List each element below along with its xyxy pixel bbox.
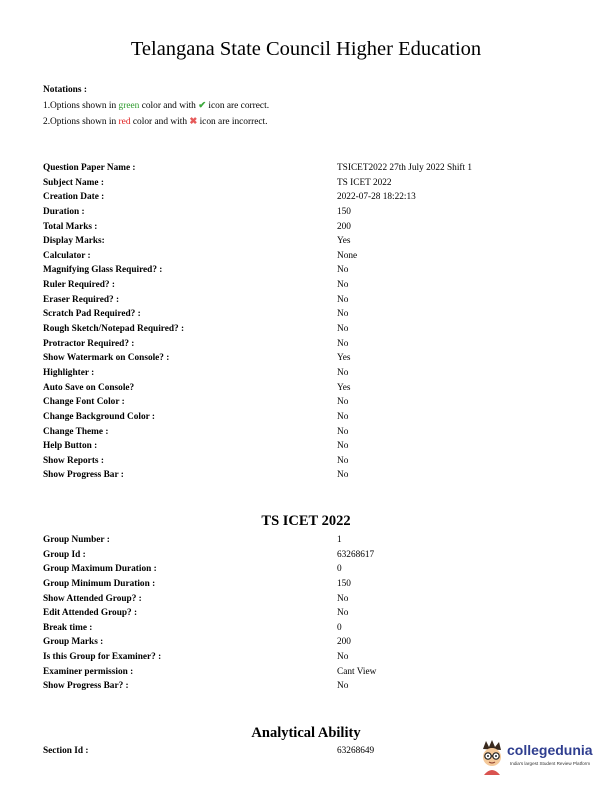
info-row xyxy=(43,439,563,454)
field-value: No xyxy=(337,309,349,320)
field-value: 150 xyxy=(337,206,351,217)
collegedunia-logo xyxy=(477,737,605,777)
field-value: 63268649 xyxy=(337,746,375,756)
field-value: No xyxy=(337,470,349,481)
field-value: 63268617 xyxy=(337,549,375,560)
field-value: No xyxy=(337,652,349,663)
info-row xyxy=(43,533,563,548)
field-label: Group Minimum Duration : xyxy=(43,578,156,589)
field-label: Question Paper Name : xyxy=(43,163,136,173)
field-label: Examiner permission : xyxy=(43,666,134,677)
info-row xyxy=(43,322,563,337)
field-value: No xyxy=(337,681,349,692)
field-value: No xyxy=(337,265,349,276)
field-value: No xyxy=(337,441,349,452)
info-row xyxy=(43,205,563,220)
field-value: 150 xyxy=(337,578,351,589)
info-row xyxy=(43,562,563,577)
notation-text: icon are correct. xyxy=(206,101,270,111)
field-value: No xyxy=(337,280,349,291)
info-row xyxy=(43,263,563,278)
notation-text: 1.Options shown in xyxy=(43,101,119,111)
notation-text: color and with xyxy=(130,117,190,127)
field-value: TSICET2022 27th July 2022 Shift 1 xyxy=(337,163,473,173)
field-value: No xyxy=(337,426,349,437)
field-label: Calculator : xyxy=(43,250,91,261)
field-label: Duration : xyxy=(43,206,85,217)
green-word: green xyxy=(118,101,140,111)
info-row xyxy=(43,425,563,440)
field-value: 0 xyxy=(337,564,342,575)
field-value: No xyxy=(337,338,349,349)
field-value: TS ICET 2022 xyxy=(337,177,392,188)
field-label: Show Reports : xyxy=(43,455,104,466)
notation-incorrect xyxy=(43,114,269,130)
field-value: Yes xyxy=(337,382,351,393)
field-value: 0 xyxy=(337,622,342,633)
field-value: Yes xyxy=(337,353,351,364)
field-label: Rough Sketch/Notepad Required? : xyxy=(43,324,185,335)
notations-block xyxy=(43,82,269,130)
field-label: Total Marks : xyxy=(43,221,98,232)
info-row xyxy=(43,220,563,235)
field-value: Yes xyxy=(337,236,351,247)
info-row xyxy=(43,366,563,381)
field-value: 200 xyxy=(337,221,351,232)
notation-text: 2.Options shown in xyxy=(43,117,119,127)
field-value: 200 xyxy=(337,637,351,648)
red-word: red xyxy=(118,117,131,127)
info-row xyxy=(43,293,563,308)
info-row xyxy=(43,307,563,322)
field-label: Ruler Required? : xyxy=(43,280,115,291)
info-row xyxy=(43,635,563,650)
field-label: Creation Date : xyxy=(43,192,105,203)
info-row xyxy=(43,592,563,607)
field-label: Eraser Required? : xyxy=(43,294,120,305)
group-heading: TS ICET 2022 xyxy=(261,513,351,529)
section-heading: Analytical Ability xyxy=(251,725,361,741)
field-value: 1 xyxy=(337,535,342,545)
field-label: Help Button : xyxy=(43,441,98,452)
field-value: No xyxy=(337,593,349,604)
cross-icon: ✖ xyxy=(189,117,198,127)
info-row xyxy=(43,190,563,205)
field-value: No xyxy=(337,397,349,408)
field-label: Break time : xyxy=(43,622,93,633)
notation-text: color and with xyxy=(139,101,199,111)
field-label: Show Progress Bar? : xyxy=(43,681,129,692)
field-label: Show Progress Bar : xyxy=(43,470,124,481)
field-label: Show Attended Group? : xyxy=(43,593,142,604)
field-label: Group Maximum Duration : xyxy=(43,564,157,575)
field-value: No xyxy=(337,367,349,378)
field-label: Section Id : xyxy=(43,746,89,756)
field-label: Is this Group for Examiner? : xyxy=(43,652,162,663)
field-label: Group Marks : xyxy=(43,637,104,648)
notations-heading: Notations : xyxy=(43,85,88,95)
field-value: No xyxy=(337,294,349,305)
field-label: Change Font Color : xyxy=(43,397,125,408)
info-row xyxy=(43,234,563,249)
notation-correct xyxy=(43,98,269,114)
group-info-table xyxy=(43,533,563,694)
info-row xyxy=(43,679,563,694)
field-label: Change Theme : xyxy=(43,426,109,437)
field-value: Cant View xyxy=(337,666,377,677)
info-row xyxy=(43,381,563,396)
info-row xyxy=(43,176,563,191)
info-row xyxy=(43,548,563,563)
field-value: No xyxy=(337,324,349,335)
field-value: No xyxy=(337,411,349,422)
field-label: Edit Attended Group? : xyxy=(43,608,138,619)
paper-info-table xyxy=(43,161,563,483)
info-row xyxy=(43,249,563,264)
info-row xyxy=(43,468,563,483)
field-value: None xyxy=(337,250,358,261)
field-label: Auto Save on Console? xyxy=(43,382,135,393)
info-row xyxy=(43,410,563,425)
info-row xyxy=(43,278,563,293)
field-label: Change Background Color : xyxy=(43,411,156,422)
logo-tagline: India's largest Student Review Platform xyxy=(510,761,591,766)
field-label: Group Id : xyxy=(43,549,86,560)
info-row xyxy=(43,621,563,636)
field-label: Display Marks: xyxy=(43,236,105,247)
info-row xyxy=(43,337,563,352)
page-title: Telangana State Council Higher Education xyxy=(130,38,482,60)
field-label: Scratch Pad Required? : xyxy=(43,309,141,320)
info-row xyxy=(43,606,563,621)
info-row xyxy=(43,454,563,469)
field-label: Highlighter : xyxy=(43,367,95,378)
info-row xyxy=(43,351,563,366)
field-value: No xyxy=(337,608,349,619)
field-label: Protractor Required? : xyxy=(43,338,135,349)
info-row xyxy=(43,650,563,665)
notation-text: icon are incorrect. xyxy=(197,117,268,127)
field-label: Show Watermark on Console? : xyxy=(43,353,170,364)
mascot-icon xyxy=(477,737,507,777)
info-row xyxy=(43,577,563,592)
field-label: Magnifying Glass Required? : xyxy=(43,265,163,276)
info-row xyxy=(43,395,563,410)
info-row xyxy=(43,161,563,176)
logo-brand: collegedunia xyxy=(507,742,593,758)
info-row xyxy=(43,665,563,680)
check-icon: ✔ xyxy=(198,101,207,111)
field-label: Group Number : xyxy=(43,535,110,545)
field-value: 2022-07-28 18:22:13 xyxy=(337,192,416,203)
field-label: Subject Name : xyxy=(43,177,104,188)
field-value: No xyxy=(337,455,349,466)
